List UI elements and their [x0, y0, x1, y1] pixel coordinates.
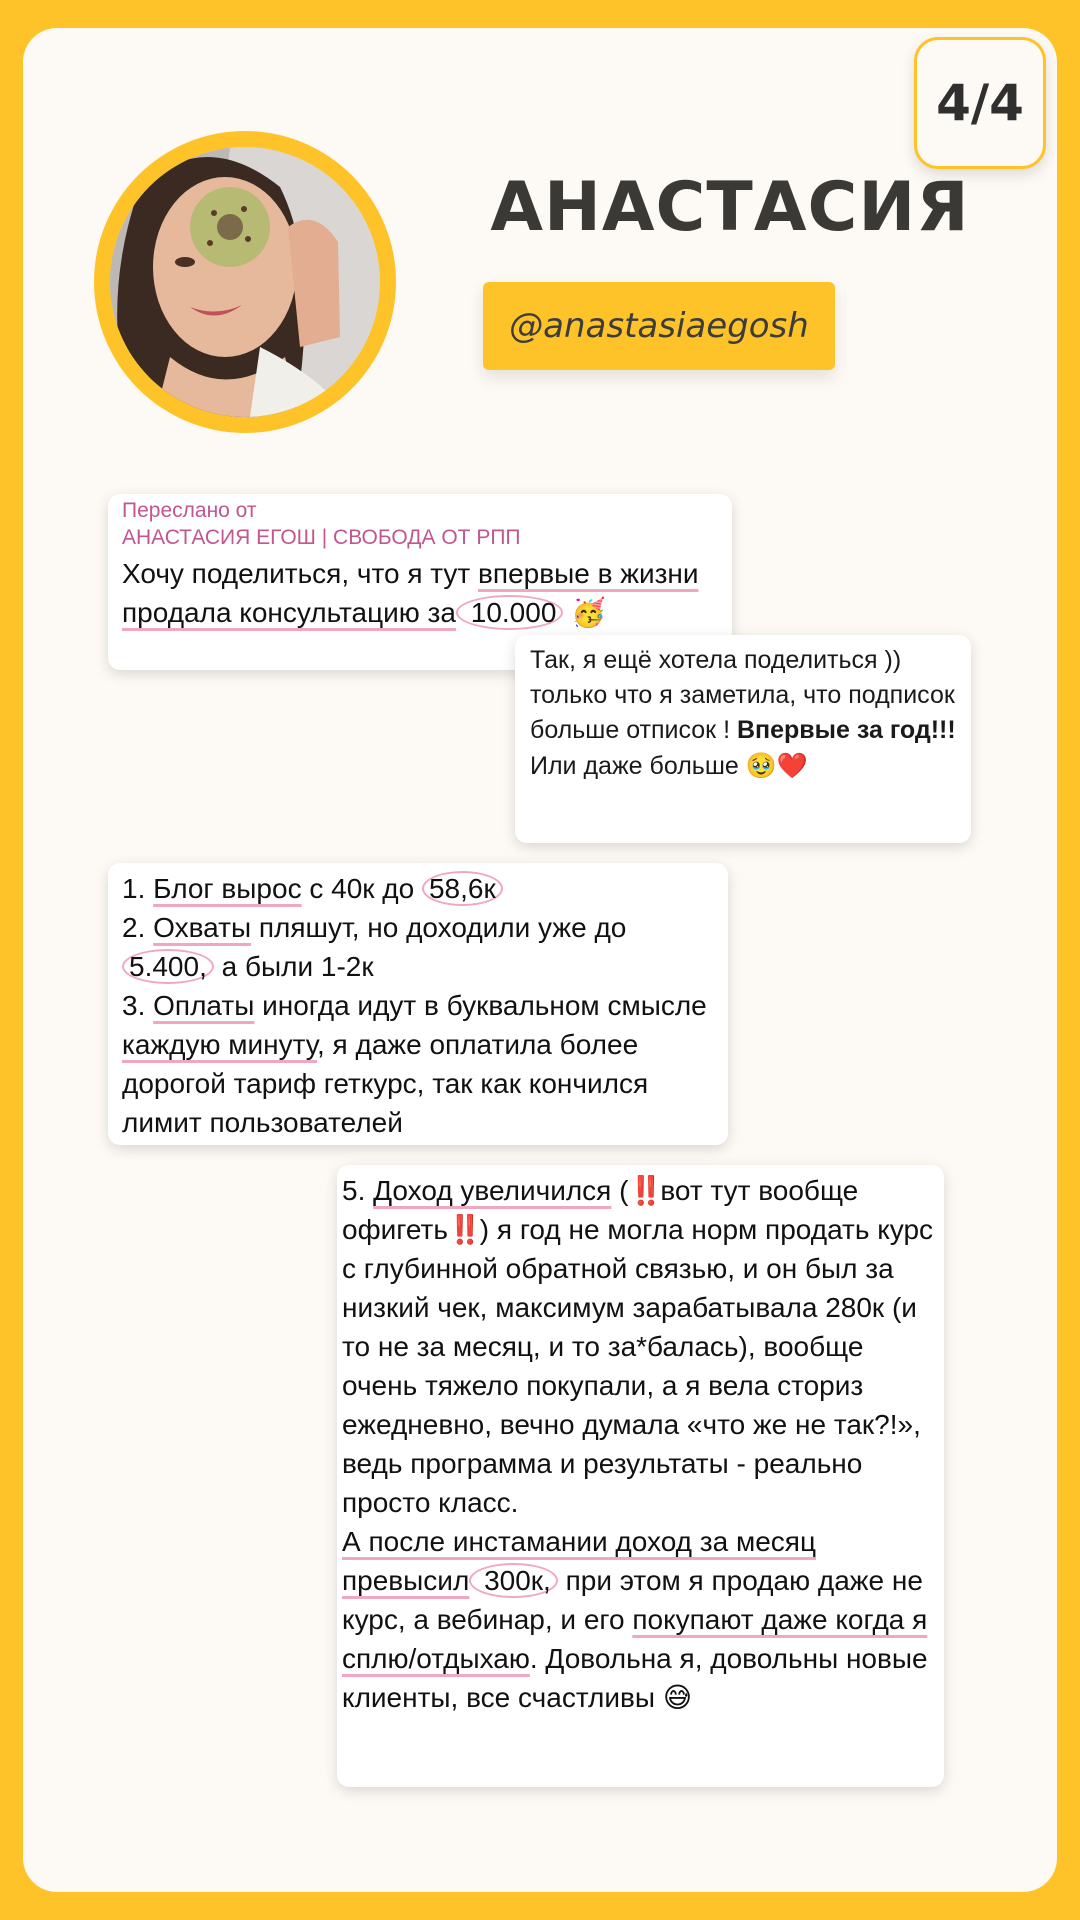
- text-segment: ) я год не могла норм продать курс с глубинной обратной связью, и он был за низкий чек, максимум зарабатывала 280к (и то не за месяц, и то за*балась), вообще очень тяжело покупали, а я вела сториз ежедневно, вечно думала «что же не так?!», ведь программа и результаты - реально просто класс.: [342, 1214, 934, 1518]
- avatar: [110, 147, 380, 417]
- text-segment: . Довольна я, довольны новые клиенты, все счастливы: [342, 1643, 928, 1713]
- list-item: [122, 986, 714, 1142]
- avatar-photo: [110, 147, 380, 417]
- emoji: 🥳: [571, 596, 607, 629]
- text-segment: Или даже больше: [530, 752, 746, 780]
- emoji: 😅: [662, 1681, 693, 1714]
- list-item: [122, 869, 714, 908]
- message-paragraph: [342, 1522, 939, 1717]
- text-segment: вот тут вообще офигеть: [342, 1175, 859, 1245]
- message-bubble: [108, 863, 728, 1145]
- forwarded-label: Переслано от: [122, 499, 257, 522]
- highlight-circle: 5.400,: [122, 949, 214, 984]
- highlight-circle: 300к,: [469, 1563, 558, 1598]
- text-segment: 2.: [122, 912, 154, 943]
- profile-handle: @anastasiaegosh: [483, 282, 835, 370]
- page-indicator: 4/4: [914, 37, 1046, 169]
- profile-avatar-ring: [94, 131, 396, 433]
- text-segment: а были 1-2к: [213, 951, 374, 982]
- highlight-underline: Доход увеличился: [373, 1175, 612, 1206]
- message-bubble: [515, 635, 971, 843]
- highlight-circle: 10.000: [456, 595, 563, 630]
- text-segment: 1.: [122, 873, 154, 904]
- text-segment: с 40к до: [301, 873, 422, 904]
- text-segment: Хочу поделиться, что я тут: [122, 558, 479, 589]
- forwarded-from: АНАСТАСИЯ ЕГОШ | СВОБОДА ОТ РПП: [122, 526, 521, 549]
- highlight-underline: Блог вырос: [153, 873, 302, 904]
- text-segment: 3.: [122, 990, 154, 1021]
- highlight-underline: Оплаты: [153, 990, 255, 1021]
- profile-name: АНАСТАСИЯ: [490, 168, 970, 247]
- bold-text: Впервые за год!!!: [736, 716, 956, 744]
- text-segment: (: [611, 1175, 629, 1206]
- message-paragraph: [342, 1171, 939, 1522]
- double-exclamation-icon: ‼️: [628, 1175, 661, 1206]
- highlight-underline: впервые в жизни продала консультацию за: [122, 558, 699, 628]
- list-item: [122, 908, 714, 986]
- text-segment: пляшут, но доходили уже до: [251, 912, 627, 943]
- text-segment: 5.: [342, 1175, 374, 1206]
- text-segment: иногда идут в буквальном смысле: [254, 990, 707, 1021]
- highlight-underline: Охваты: [153, 912, 252, 943]
- message-bubble: [337, 1165, 944, 1787]
- message-text: [122, 554, 718, 632]
- text-segment: , я даже оплатила более дорогой тариф геткурс, так как кончился лимит пользователей: [122, 1029, 649, 1138]
- text-segment: при этом я продаю даже не курс, а вебинар, и его: [342, 1565, 923, 1635]
- double-exclamation-icon: ‼️: [447, 1214, 480, 1245]
- emoji: 🥹❤️: [745, 751, 808, 780]
- text-segment: Так, я ещё хотела поделиться )) только что я заметила, что подписок больше отписок !: [530, 646, 955, 744]
- highlight-underline: каждую минуту: [122, 1029, 317, 1060]
- highlight-underline: покупают даже когда я сплю/отдыхаю: [342, 1604, 928, 1674]
- highlight-circle: 58,6к: [422, 871, 503, 906]
- highlight-underline: А после инстамании доход за месяц превысил: [342, 1526, 816, 1596]
